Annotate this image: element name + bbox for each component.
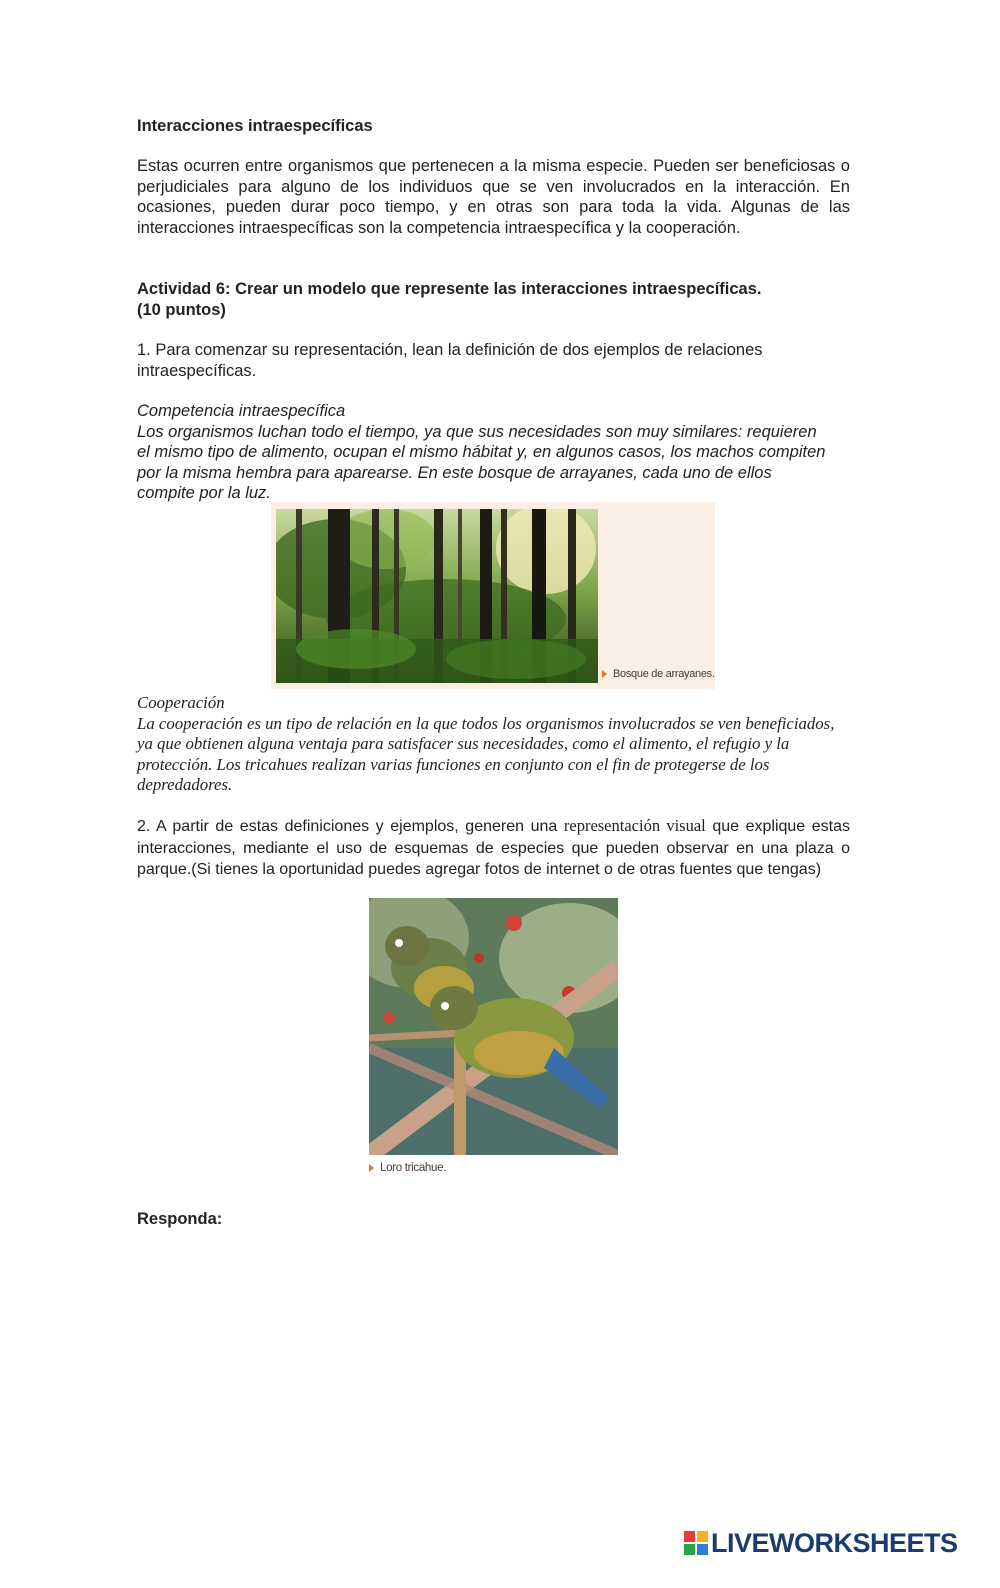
parrot-caption — [369, 1162, 446, 1174]
step-1-instructions: 1. Para comenzar su representación, lean la definición de dos ejemplos de relaciones intraespecíficas. — [137, 341, 763, 380]
step-2-suffix: que explique estas interacciones, mediante el uso de esquemas de especies que pueden observar en una plaza o parque.(Si tienes la oportunidad puedes agregar fotos de internet o de otras fuentes que tengas) — [137, 818, 851, 878]
cooperacion-text: La cooperación es un tipo de relación en la que todos los organismos involucrados se ven beneficiados, ya que obtienen alguna ventaja para satisfacer sus necesidades, como el alimento, el refugio y la protección. Los tricahues realizan varias funciones en conjunto con el fin de protegerse de los depredadores. — [137, 713, 835, 794]
caption-marker-icon — [369, 1164, 374, 1172]
activity-title-line1: Actividad 6: Crear un modelo que represente las interacciones intraespecíficas. — [137, 280, 762, 298]
caption-marker-icon — [602, 670, 607, 678]
parrot-caption-text: Loro tricahue. — [380, 1162, 447, 1174]
forest-caption-text: Bosque de arrayanes. — [613, 668, 715, 680]
cooperacion-block — [137, 693, 850, 796]
forest-caption — [602, 668, 715, 680]
section-heading: Interacciones intraespecíficas — [137, 117, 373, 135]
competencia-block — [137, 401, 827, 504]
step-2-prefix: 2. A partir de estas definiciones y ejemplos, generen una — [137, 818, 564, 835]
cooperacion-title: Cooperación — [137, 693, 225, 712]
competencia-title: Competencia intraespecífica — [137, 402, 346, 420]
activity-title — [137, 279, 850, 320]
logo-text: LIVEWORKSHEETS — [711, 1527, 958, 1558]
activity-points: (10 puntos) — [137, 300, 226, 319]
forest-photo — [276, 509, 598, 683]
parrot-photo — [369, 898, 618, 1155]
competencia-text: Los organismos luchan todo el tiempo, ya que sus necesidades son muy similares: requieren el mismo tipo de alimento, ocupan el mismo hábitat y, en algunos casos, los machos compiten por la misma hembra para aparearse. En este bosque de arrayanes, cada uno de ellos compite por la luz. — [137, 422, 826, 502]
liveworksheets-logo — [684, 1528, 958, 1558]
answer-label: Responda: — [137, 1210, 223, 1228]
logo-grid-icon — [684, 1531, 708, 1555]
step-2-instructions — [137, 815, 850, 881]
forest-figure — [271, 502, 715, 689]
intro-paragraph: Estas ocurren entre organismos que pertenecen a la misma especie. Pueden ser beneficiosas o perjudiciales para alguno de los individuos que se ven involucrados en la interacción. En ocasiones, pueden durar poco tiempo, y en otras son para toda la vida. Algunas de las interacciones intraespecíficas son la competencia intraespecífica y la cooperación. — [137, 157, 850, 237]
step-2-highlight: representación visual — [563, 816, 706, 835]
